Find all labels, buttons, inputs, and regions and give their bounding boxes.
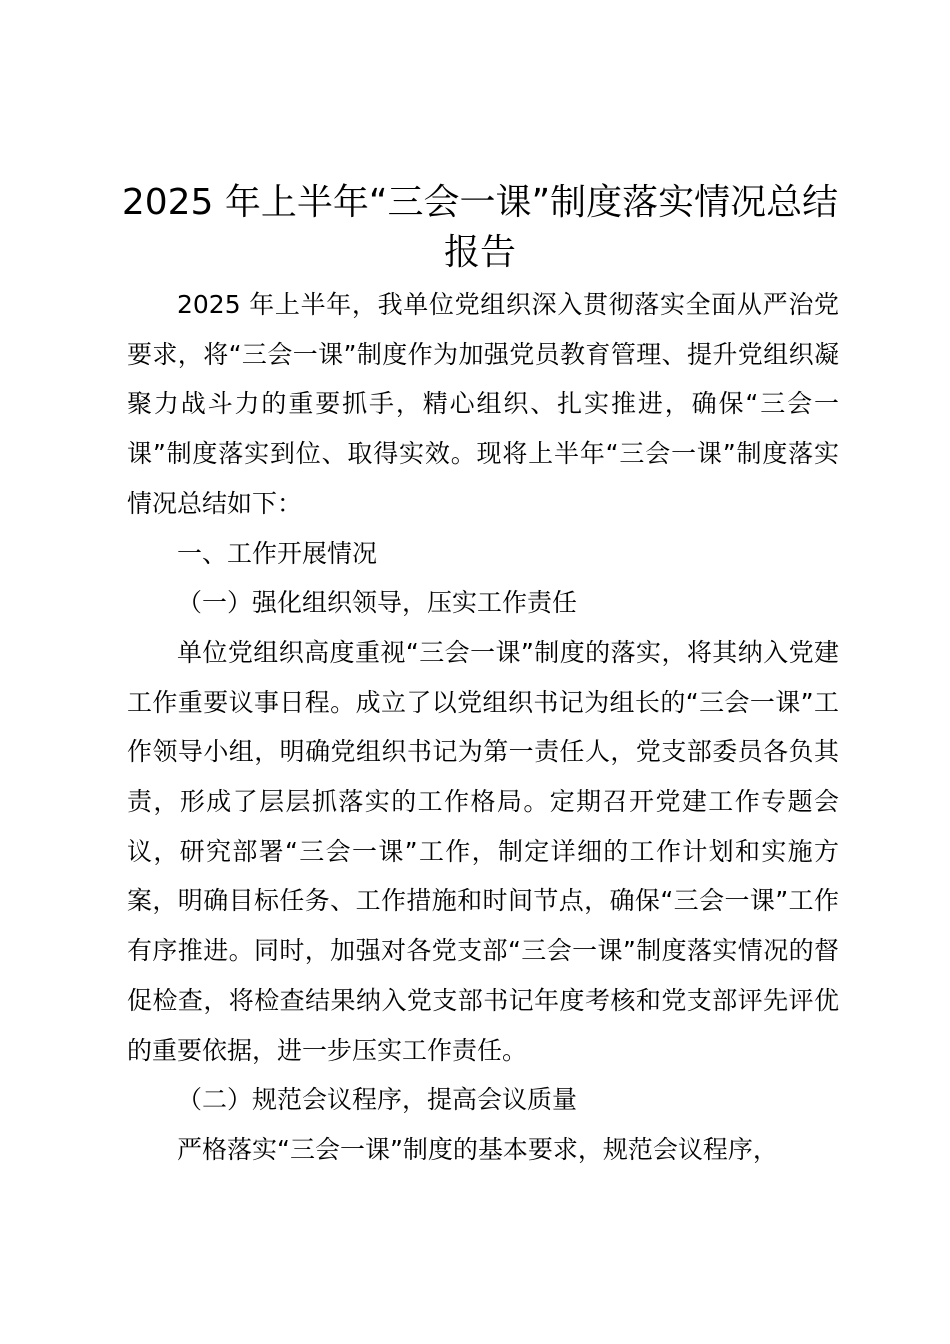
intro-paragraph: 2025 年上半年，我单位党组织深入贯彻落实全面从严治党要求，将“三会一课”制度作为加强党员教育管理、提升党组织凝聚力战斗力的重要抓手，精心组织、扎实推进，确保“三会一课”制度落实到位、取得实效。现将上半年“三会一课”制度落实情况总结如下： — [127, 290, 839, 518]
document-body — [127, 280, 839, 1175]
subsection-heading-1: （一）强化组织领导，压实工作责任 — [177, 588, 578, 618]
body-paragraph-2: 严格落实“三会一课”制度的基本要求，规范会议程序， — [177, 1134, 778, 1164]
body-paragraph-1: 单位党组织高度重视“三会一课”制度的落实，将其纳入党建工作重要议事日程。成立了以党组织书记为组长的“三会一课”工作领导小组，明确党组织书记为第一责任人，党支部委员各负其责，形成了层层抓落实的工作格局。定期召开党建工作专题会议，研究部署“三会一课”工作，制定详细的工作计划和实施方案，明确目标任务、工作措施和时间节点，确保“三会一课”工作有序推进。同时，加强对各党支部“三会一课”制度落实情况的督促检查，将检查结果纳入党支部书记年度考核和党支部评先评优的重要依据，进一步压实工作责任。 — [127, 637, 839, 1065]
section-heading-1: 一、工作开展情况 — [177, 538, 378, 568]
subsection-heading-2: （二）规范会议程序，提高会议质量 — [177, 1085, 578, 1115]
document-title: 2025 年上半年“三会一课”制度落实情况总结报告 — [121, 182, 839, 273]
